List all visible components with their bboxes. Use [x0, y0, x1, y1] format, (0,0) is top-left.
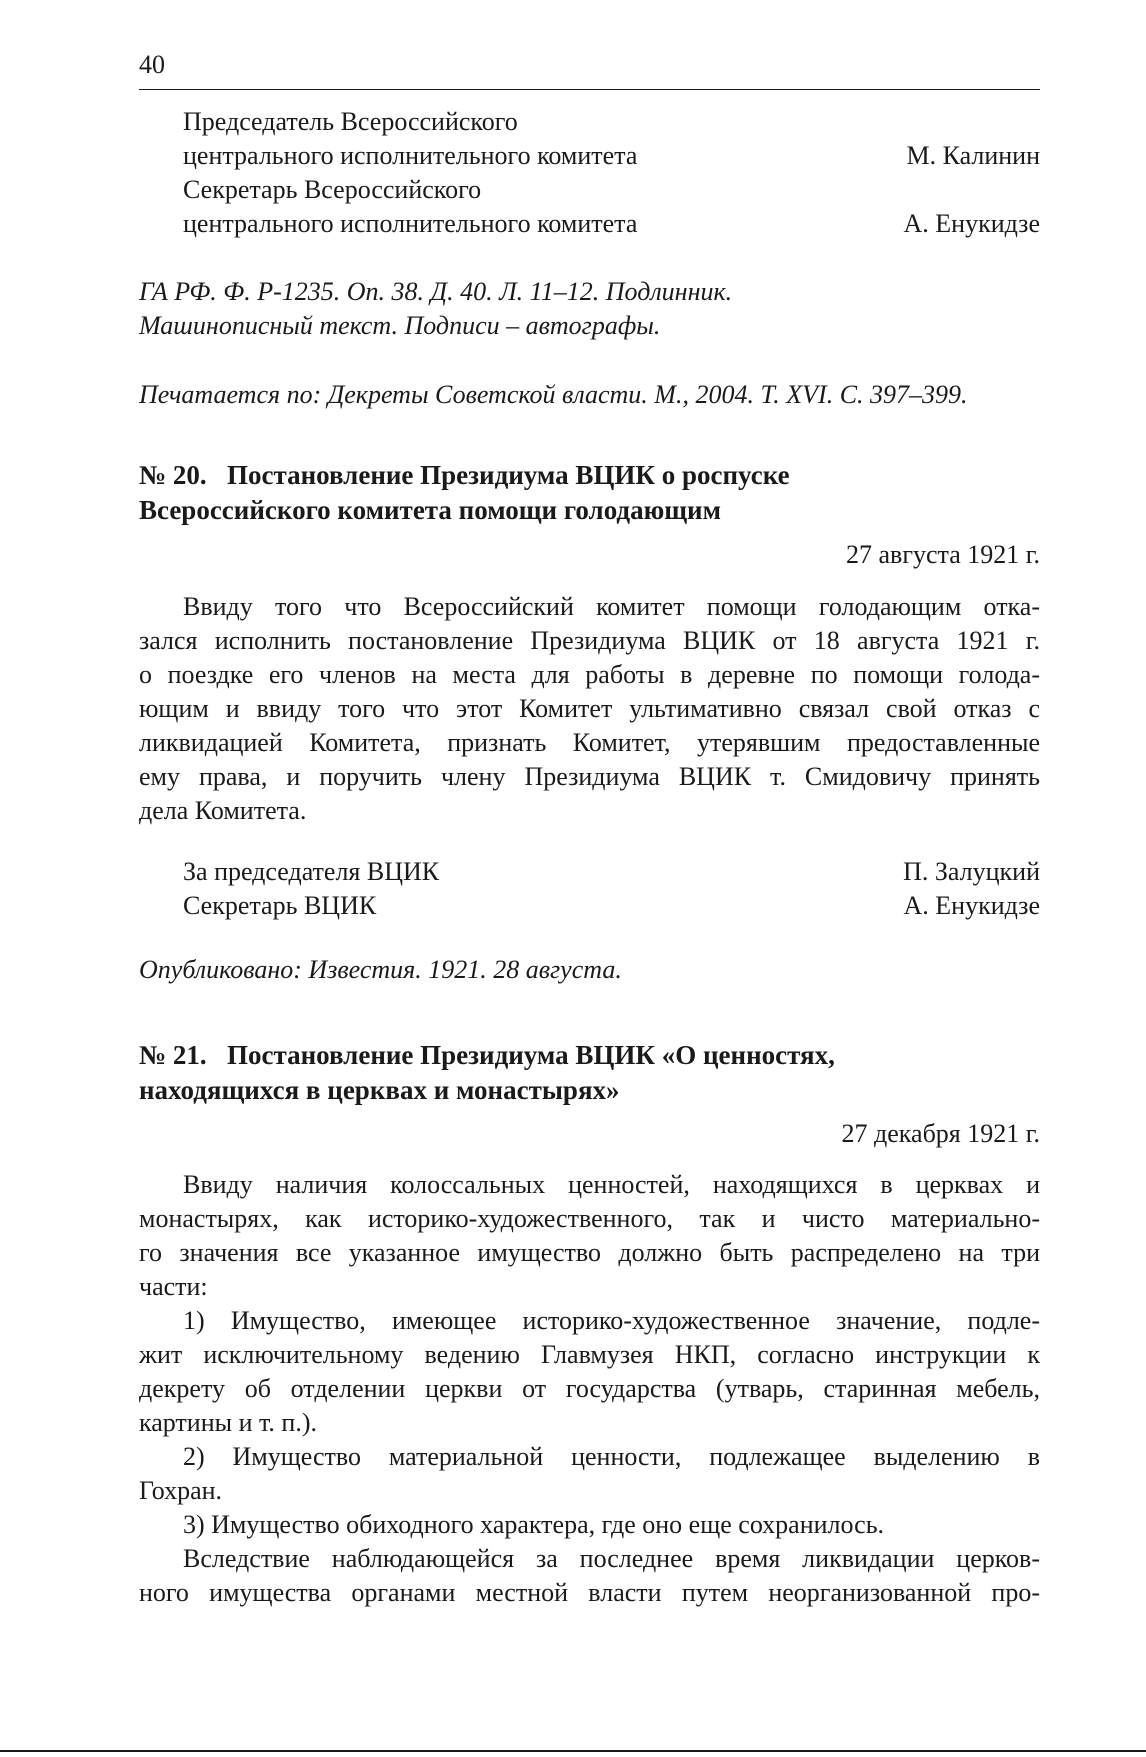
signature-title: центрального исполнительного комитета	[183, 141, 638, 170]
printed-from-text: Печатается по: Декреты Советской власти. М., 2004. Т. XVI. С. 397–399.	[139, 380, 968, 409]
published-source: Опубликовано: Известия. 1921. 28 августа.	[139, 955, 622, 984]
text-line: монастырях, как историко-художественного, так и чисто материально-	[139, 1204, 1040, 1233]
header-rule	[139, 89, 1040, 90]
signature-row	[139, 207, 1040, 241]
signature-row	[139, 855, 1040, 889]
doc21-paragraph-5	[139, 1542, 1040, 1610]
printed-from	[139, 378, 1040, 412]
signature-row	[139, 105, 1040, 139]
doc-number: № 20.	[139, 460, 207, 490]
doc21-date	[139, 1117, 1040, 1151]
doc20-body	[139, 590, 1040, 828]
signature-title: Председатель Всероссийского	[183, 107, 518, 136]
signatory-name: П. Залуцкий	[903, 857, 1040, 886]
text-line: картины и т. п.).	[139, 1408, 317, 1437]
archive-note: Машинописный текст. Подписи – автографы.	[139, 311, 661, 340]
signature-row	[139, 173, 1040, 207]
signature-row	[139, 889, 1040, 923]
doc20-heading	[139, 458, 1040, 528]
signatory-name: М. Калинин	[906, 141, 1040, 170]
text-line: ликвидацией Комитета, признать Комитет, утерявшим предоставленные	[139, 728, 1040, 757]
text-line: 3) Имущество обиходного характера, где оно еще сохранилось.	[183, 1510, 885, 1539]
text-line: 1) Имущество, имеющее историко-художественное значение, подле-	[183, 1306, 1040, 1335]
text-line: Ввиду того что Всероссийский комитет помощи голодающим отка-	[183, 592, 1040, 621]
text-line: 2) Имущество материальной ценности, подлежащее выделению в	[183, 1442, 1040, 1471]
text-line: Ввиду наличия колоссальных ценностей, находящихся в церквах и	[183, 1170, 1040, 1199]
doc-title-line	[139, 458, 1040, 493]
doc-date: 27 декабря 1921 г.	[841, 1119, 1040, 1148]
doc-title-line: находящихся в церквах и монастырях»	[139, 1075, 620, 1105]
doc21-heading	[139, 1038, 1040, 1108]
text-line: жит исключительному ведению Главмузея НКП, согласно инструкции к	[139, 1340, 1040, 1369]
doc-title-line: Всероссийского комитета помощи голодающим	[139, 495, 721, 525]
archive-reference: ГА РФ. Ф. Р-1235. Оп. 38. Д. 40. Л. 11–12. Подлинник.	[139, 277, 733, 306]
text-line: ему права, и поручить члену Президиума ВЦИК т. Смидовичу принять	[139, 762, 1040, 791]
doc-number: № 21.	[139, 1040, 207, 1070]
text-line: ного имущества органами местной власти путем неорганизованной про-	[139, 1578, 1040, 1607]
doc21-paragraph-3	[139, 1440, 1040, 1508]
doc20-published	[139, 953, 1040, 987]
text-line: дела Комитета.	[139, 796, 307, 825]
text-line: декрету об отделении церкви от государства (утварь, старинная мебель,	[139, 1374, 1040, 1403]
text-line: Вследствие наблюдающейся за последнее время ликвидации церков-	[183, 1544, 1040, 1573]
text-line: ющим и ввиду того что этот Комитет ультимативно связал свой отказ с	[139, 694, 1040, 723]
prev-signature-block	[139, 105, 1040, 241]
archive-source	[139, 275, 1040, 343]
text-line: зался исполнить постановление Президиума ВЦИК от 18 августа 1921 г.	[139, 626, 1040, 655]
doc20-signatures	[139, 855, 1040, 923]
doc21-paragraph-1	[139, 1168, 1040, 1304]
doc-date: 27 августа 1921 г.	[846, 540, 1040, 569]
signature-title: центрального исполнительного комитета	[183, 209, 638, 238]
signature-title: Секретарь ВЦИК	[183, 891, 377, 920]
text-line: о поездке его членов на места для работы в деревне по помощи голода-	[139, 660, 1040, 689]
doc-title-text: Постановление Президиума ВЦИК «О ценностях,	[227, 1040, 835, 1070]
signature-row	[139, 139, 1040, 173]
signatory-name: А. Енукидзе	[903, 891, 1040, 920]
signature-title: За председателя ВЦИК	[183, 857, 440, 886]
text-line: Гохран.	[139, 1476, 223, 1505]
doc-title-line	[139, 1038, 1040, 1073]
text-line: части:	[139, 1272, 208, 1301]
signatory-name: А. Енукидзе	[903, 209, 1040, 238]
doc-title-text: Постановление Президиума ВЦИК о роспуске	[227, 460, 790, 490]
text-line: го значения все указанное имущество должно быть распределено на три	[139, 1238, 1040, 1267]
page-bottom-edge	[0, 1750, 1146, 1752]
signature-title: Секретарь Всероссийского	[183, 175, 482, 204]
page-number: 40	[139, 50, 165, 79]
doc21-paragraph-2	[139, 1304, 1040, 1440]
doc21-paragraph-4	[139, 1508, 1040, 1542]
doc20-date	[139, 538, 1040, 572]
